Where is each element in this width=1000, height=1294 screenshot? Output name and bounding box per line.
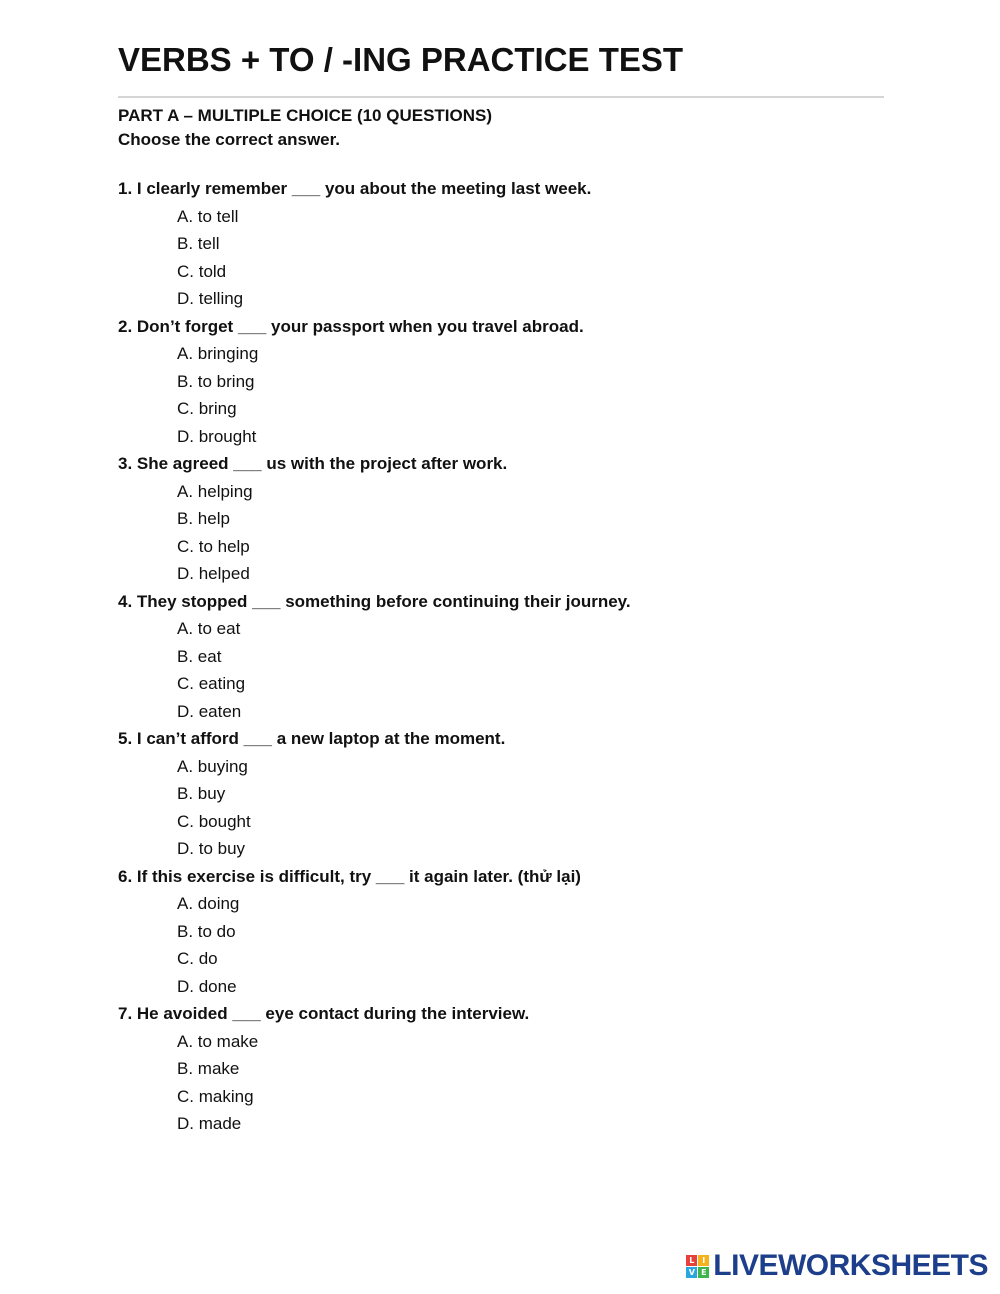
question-text: 7. He avoided ___ eye contact during the interview. — [118, 1004, 530, 1023]
option-c[interactable]: C. making — [177, 1086, 254, 1106]
question-2 — [118, 313, 884, 451]
page-title: VERBS + TO / -ING PRACTICE TEST — [118, 41, 684, 78]
option-d[interactable]: D. brought — [177, 426, 257, 446]
option-a[interactable]: A. to tell — [177, 206, 239, 226]
option-list — [118, 340, 884, 450]
question-text: 2. Don’t forget ___ your passport when you travel abroad. — [118, 316, 584, 336]
option-d[interactable]: D. made — [177, 1114, 242, 1133]
option-c[interactable]: C. told — [177, 261, 227, 281]
question-4 — [118, 588, 884, 726]
brand-icon-tile: E — [698, 1267, 709, 1278]
option-b[interactable]: B. buy — [177, 784, 226, 803]
option-d[interactable]: D. telling — [177, 289, 244, 308]
option-d[interactable]: D. eaten — [177, 701, 242, 721]
liveworksheets-logo — [686, 1250, 988, 1282]
worksheet-page — [118, 38, 884, 1138]
option-b[interactable]: B. make — [177, 1059, 240, 1078]
option-a[interactable]: A. buying — [177, 756, 248, 776]
question-1 — [118, 175, 884, 313]
option-d[interactable]: D. done — [177, 976, 237, 996]
question-list — [118, 175, 884, 1138]
instruction-text: Choose the correct answer. — [118, 130, 341, 149]
option-list — [118, 1028, 884, 1138]
option-c[interactable]: C. bring — [177, 399, 237, 418]
question-5 — [118, 725, 884, 863]
brand-icon-tile: V — [686, 1267, 697, 1278]
option-b[interactable]: B. tell — [177, 234, 220, 253]
option-list — [118, 478, 884, 588]
option-a[interactable]: A. bringing — [177, 344, 259, 363]
option-list — [118, 203, 884, 313]
question-text: 1. I clearly remember ___ you about the meeting last week. — [118, 179, 592, 198]
option-list — [118, 753, 884, 863]
brand-icon-tile: L — [686, 1255, 697, 1266]
option-list — [118, 890, 884, 1000]
question-text: 6. If this exercise is difficult, try ___ it again later. (thử lại) — [118, 866, 581, 886]
question-3 — [118, 450, 884, 588]
option-a[interactable]: A. helping — [177, 481, 253, 501]
option-d[interactable]: D. to buy — [177, 839, 246, 858]
question-text: 5. I can’t afford ___ a new laptop at the moment. — [118, 729, 506, 748]
part-heading: PART A – MULTIPLE CHOICE (10 QUESTIONS) — [118, 106, 493, 125]
brand-icon-tile: I — [698, 1255, 709, 1266]
question-text: 4. They stopped ___ something before continuing their journey. — [118, 591, 631, 611]
option-b[interactable]: B. to bring — [177, 371, 255, 391]
option-b[interactable]: B. help — [177, 509, 230, 528]
brand-icon — [686, 1255, 709, 1278]
title-divider — [118, 96, 884, 98]
question-6 — [118, 863, 884, 1001]
option-c[interactable]: C. to help — [177, 536, 250, 556]
option-a[interactable]: A. to make — [177, 1031, 259, 1051]
question-7 — [118, 1000, 884, 1138]
option-b[interactable]: B. to do — [177, 921, 236, 941]
option-c[interactable]: C. do — [177, 949, 218, 968]
option-c[interactable]: C. bought — [177, 811, 251, 831]
option-c[interactable]: C. eating — [177, 674, 246, 693]
brand-name: LIVEWORKSHEETS — [713, 1249, 988, 1282]
option-a[interactable]: A. to eat — [177, 619, 241, 638]
question-text: 3. She agreed ___ us with the project after work. — [118, 454, 508, 473]
option-list — [118, 615, 884, 725]
option-b[interactable]: B. eat — [177, 646, 222, 666]
option-d[interactable]: D. helped — [177, 564, 250, 583]
option-a[interactable]: A. doing — [177, 894, 240, 913]
